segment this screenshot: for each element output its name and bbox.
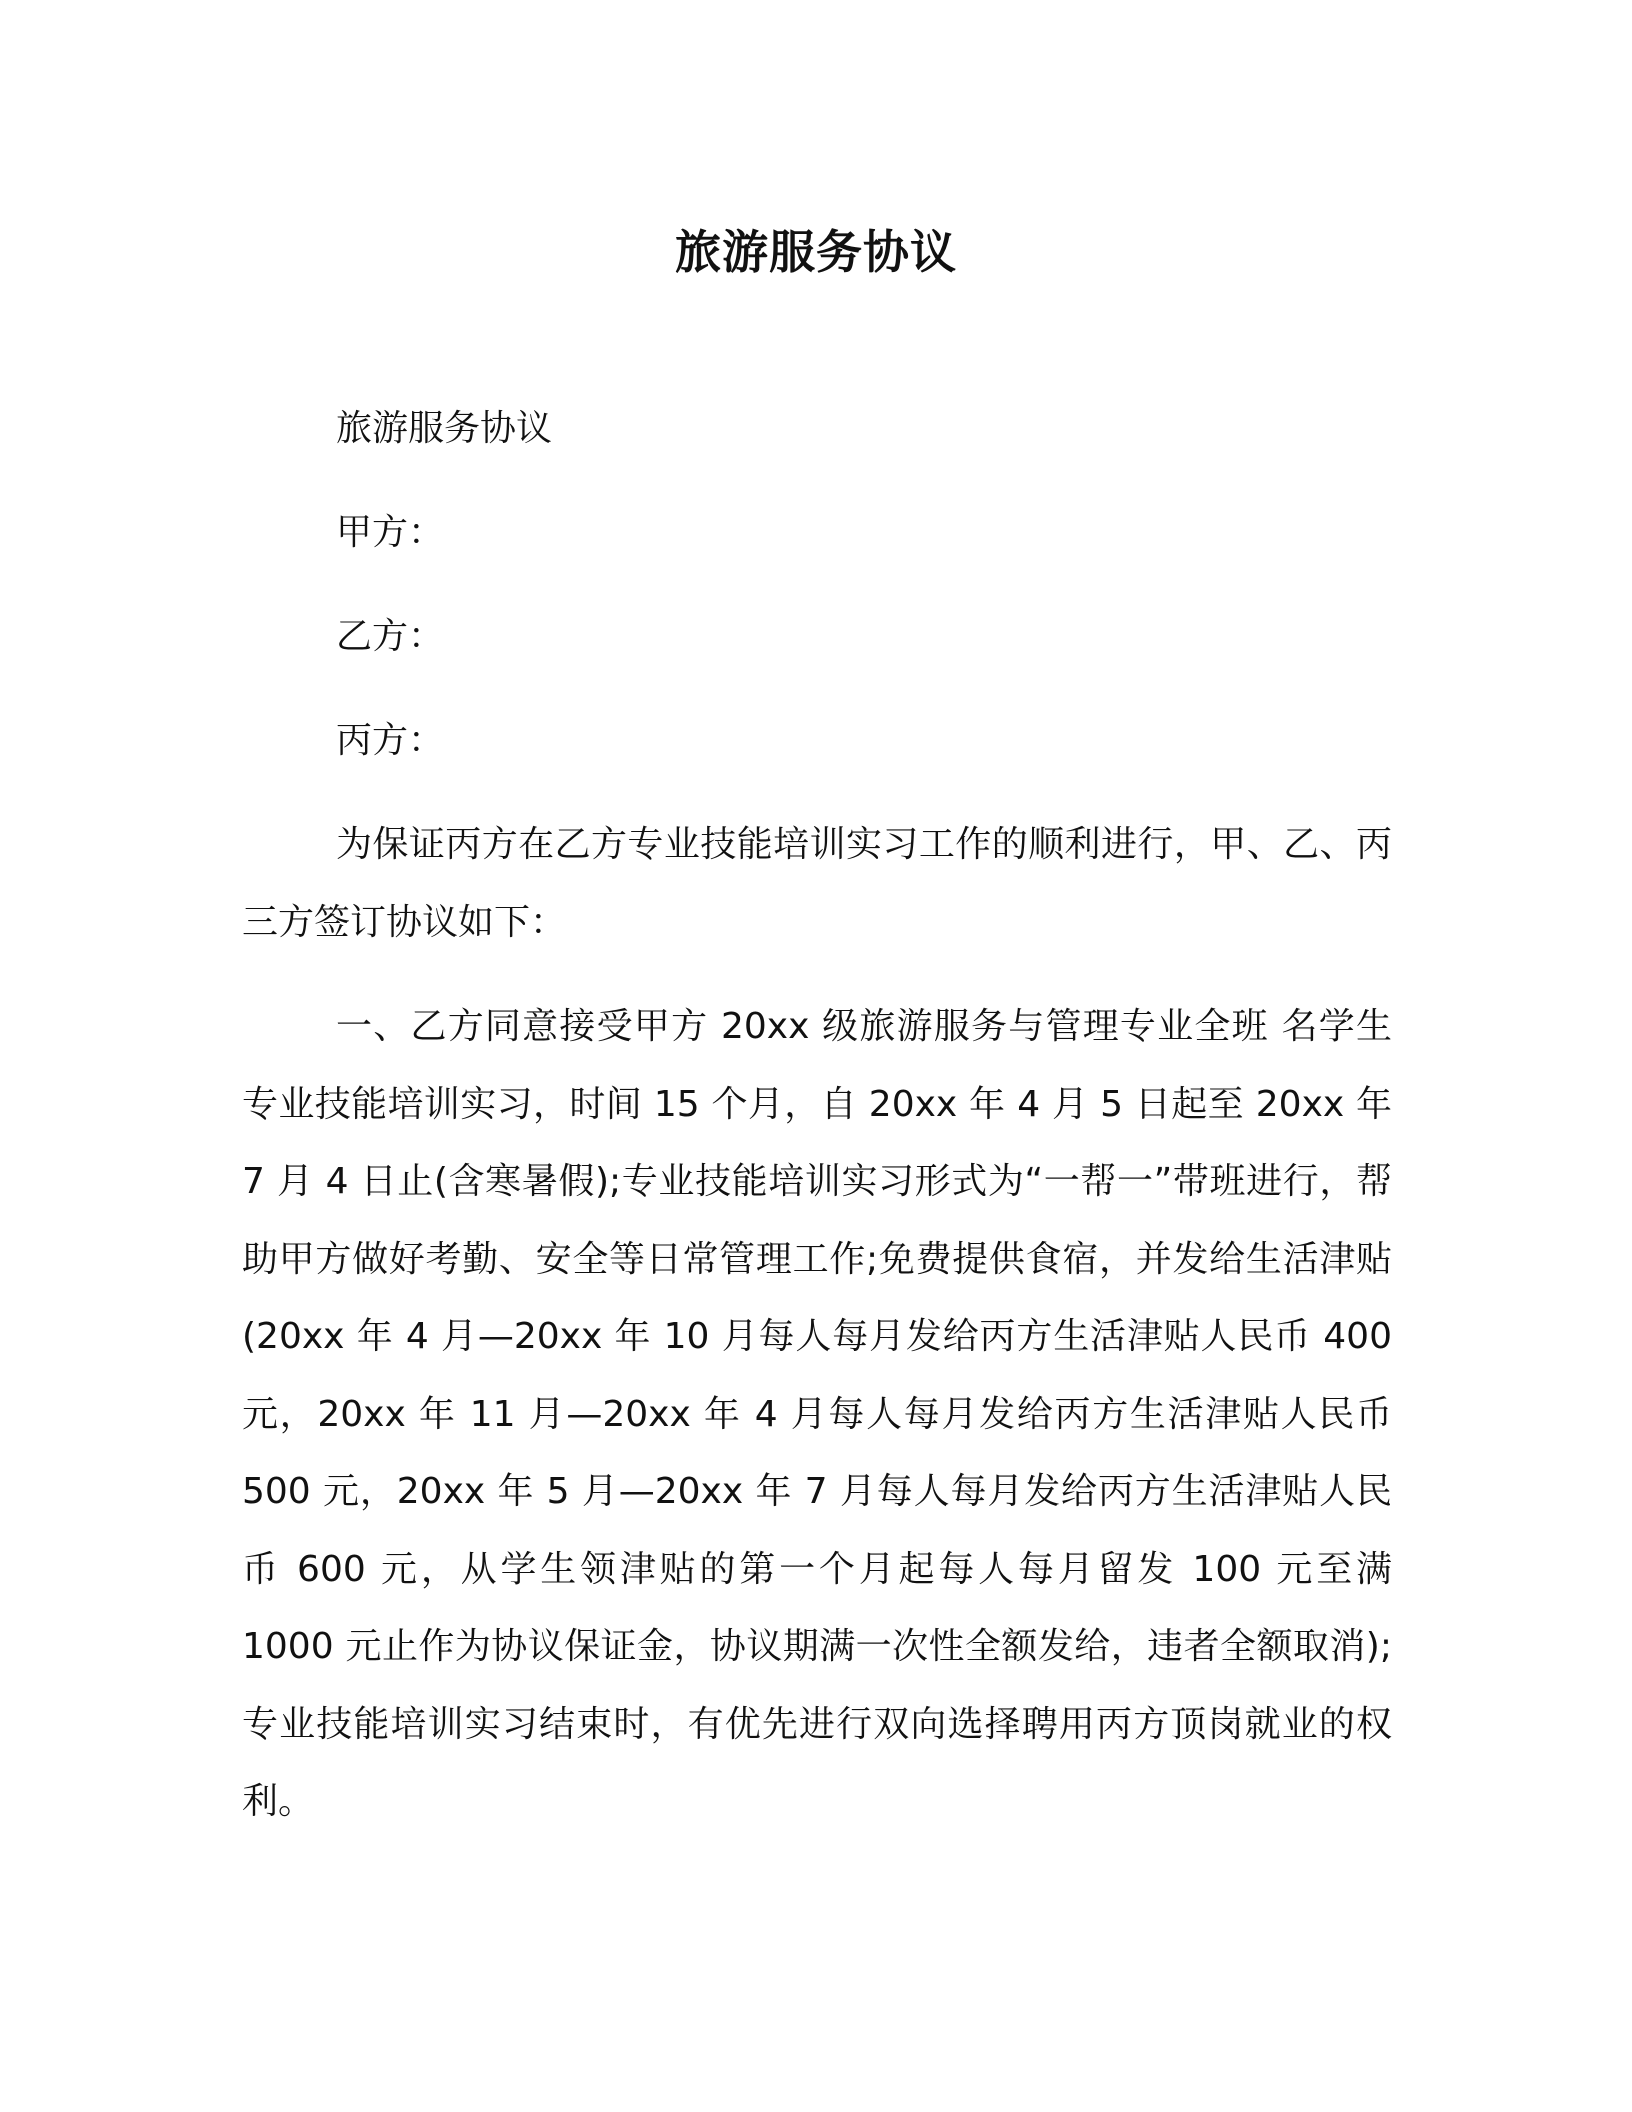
paragraph-clause-1: 一、乙方同意接受甲方 20xx 级旅游服务与管理专业全班 名学生专业技能培训实习，时间 15 个月，自 20xx 年 4 月 5 日起至 20xx 年 7 月 4 日止(含寒暑假);专业技能培训实习形式为“一帮一”带班进行，帮助甲方做好考勤、安全等日常管理工作;免费提供食宿，并发给生活津贴(20xx 年 4 月—20xx 年 10 月每人每月发给丙方生活津贴人民币 400 元，20xx 年 11 月—20xx 年 4 月每人每月发给丙方生活津贴人民币 500 元，20xx 年 5 月—20xx 年 7 月每人每月发给丙方生活津贴人民币 600 元，从学生领津贴的第一个月起每人每月留发 100 元至满 1000 元止作为协议保证金，协议期满一次性全额发给，违者全额取消);专业技能培训实习结束时，有优先进行双向选择聘用丙方顶岗就业的权利。 bbox=[242, 1006, 1392, 1822]
paragraph-party-a: 甲方： bbox=[336, 512, 445, 553]
document-body bbox=[242, 390, 1392, 1867]
document-title: 旅游服务协议 bbox=[675, 225, 957, 279]
paragraph-intro: 为保证丙方在乙方专业技能培训实习工作的顺利进行，甲、乙、丙三方签订协议如下： bbox=[242, 824, 1392, 943]
paragraph-subtitle: 旅游服务协议 bbox=[336, 408, 553, 449]
paragraph-party-b: 乙方： bbox=[336, 616, 445, 657]
paragraph-party-c: 丙方： bbox=[336, 720, 445, 761]
